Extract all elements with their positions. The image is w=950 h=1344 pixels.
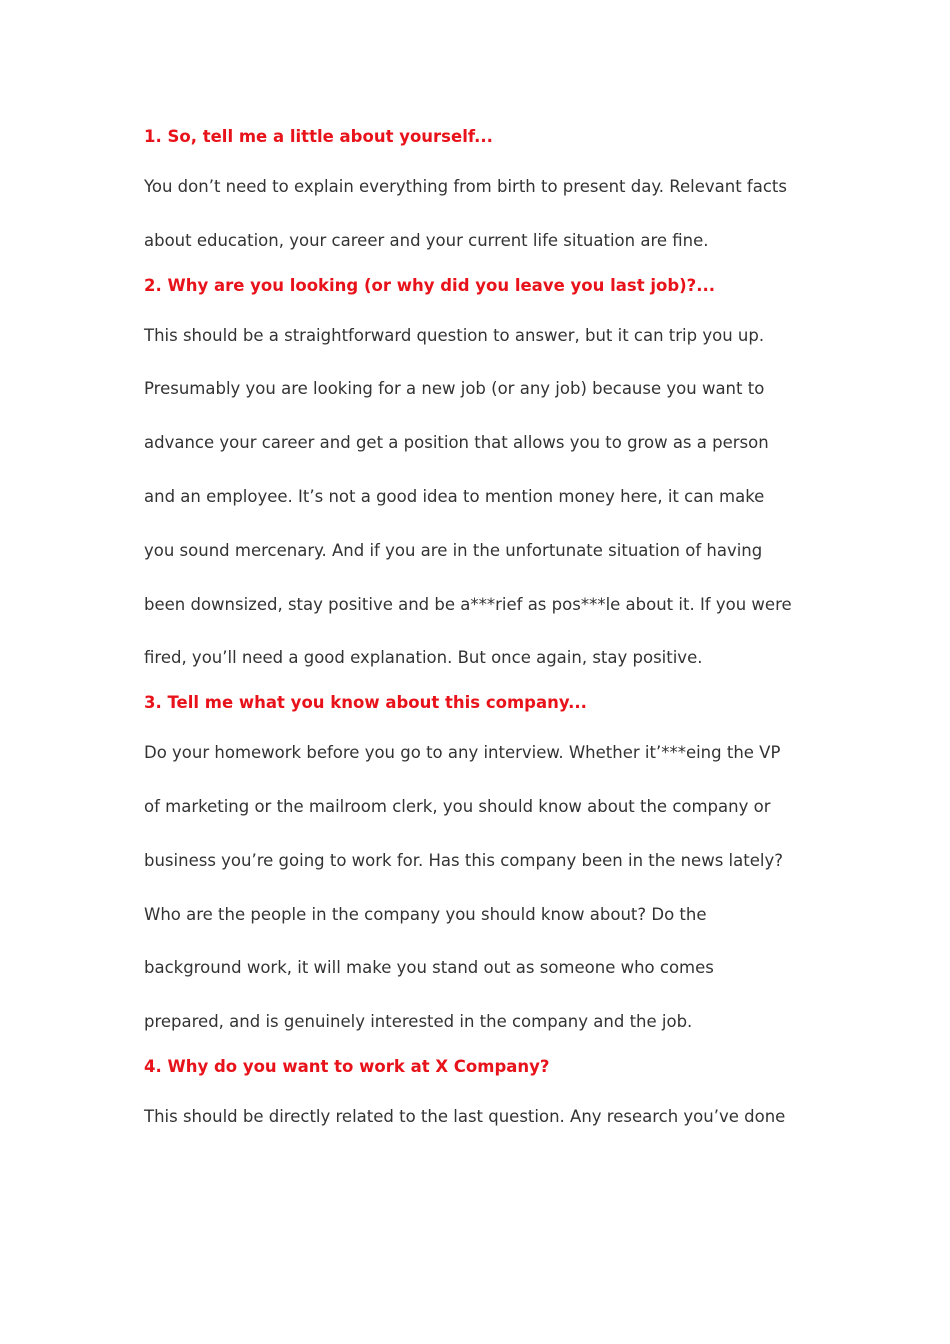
answer-line: of marketing or the mailroom clerk, you should know about the company or: [144, 796, 771, 816]
answer-line: been downsized, stay positive and be a***rief as pos***le about it. If you were: [144, 594, 792, 614]
answer-line: Presumably you are looking for a new job (or any job) because you want to: [144, 379, 765, 399]
answer-line: advance your career and get a position that allows you to grow as a person: [144, 433, 769, 453]
document-body: [144, 122, 824, 1144]
answer-line: about education, your career and your current life situation are fine.: [144, 230, 709, 250]
answer-line: business you’re going to work for. Has this company been in the news lately?: [144, 850, 783, 870]
question-heading-3: 3. Tell me what you know about this company...: [144, 693, 587, 713]
question-heading-2: 2. Why are you looking (or why did you leave you last job)?...: [144, 275, 716, 295]
answer-paragraph-3: [144, 726, 824, 1049]
answer-line: you sound mercenary. And if you are in the unfortunate situation of having: [144, 540, 763, 560]
question-heading-1: 1. So, tell me a little about yourself...: [144, 127, 493, 146]
answer-line: This should be a straightforward question to answer, but it can trip you up.: [144, 325, 765, 345]
answer-paragraph-1: [144, 160, 824, 268]
answer-line: and an employee. It’s not a good idea to mention money here, it can make: [144, 486, 765, 506]
answer-line: This should be directly related to the last question. Any research you’ve done: [144, 1106, 786, 1126]
answer-line: Do your homework before you go to any interview. Whether it’***eing the VP: [144, 743, 781, 763]
answer-paragraph-2: [144, 309, 824, 686]
answer-line: background work, it will make you stand out as someone who comes: [144, 958, 714, 978]
question-heading-4: 4. Why do you want to work at X Company?: [144, 1056, 550, 1076]
answer-line: You don’t need to explain everything from birth to present day. Relevant facts: [144, 177, 787, 196]
answer-paragraph-4: [144, 1090, 824, 1144]
answer-line: prepared, and is genuinely interested in the company and the job.: [144, 1012, 693, 1032]
answer-line: fired, you’ll need a good explanation. But once again, stay positive.: [144, 648, 703, 668]
answer-line: Who are the people in the company you should know about? Do the: [144, 904, 707, 924]
